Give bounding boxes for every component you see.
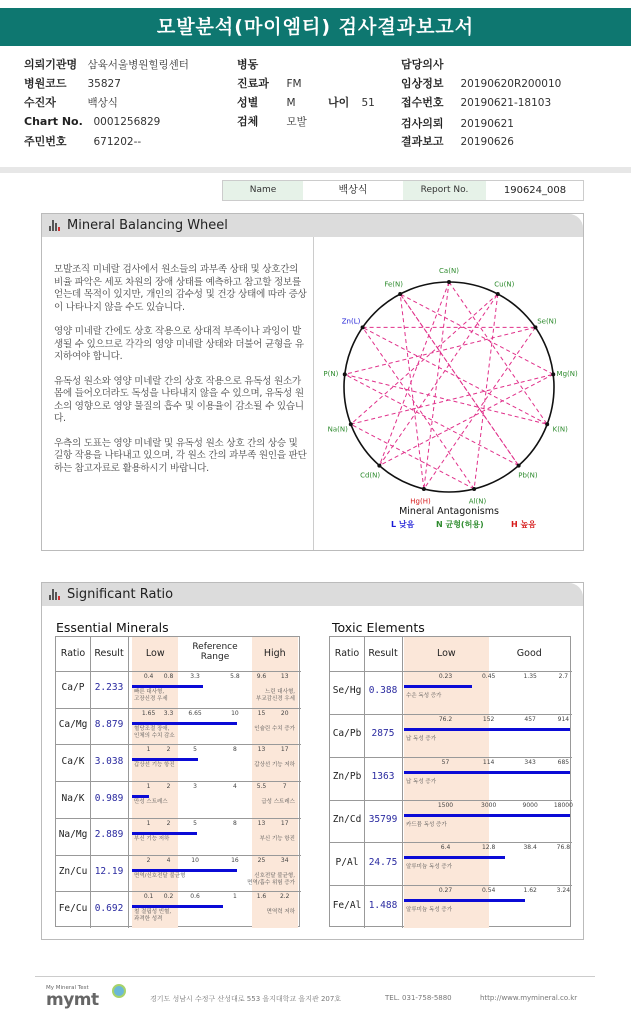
interpretation: 알루미늄 독성 증가 [406,907,453,914]
interpretation-low: 철 결핍성 빈혈, 과격한 성격 [134,909,172,923]
wheel-node-label: Cd(N) [360,471,381,480]
ratio-label: Se/Hg [332,685,362,697]
wheel-circle [341,282,554,492]
wheel-node [551,372,555,376]
wheel-node [398,292,402,296]
ratio-label: Na/K [61,792,85,804]
ratio-panel-title: Significant Ratio [42,583,583,606]
ratio-value: 1363 [371,771,395,783]
result-bar [132,758,198,761]
tick-label: 5 [193,819,197,827]
footer-url: http://www.mymineral.co.kr [480,994,578,1002]
tick-label: 6.65 [188,709,202,717]
interpretation-high: 느린 대사형, 부교감신경 우세 [256,689,295,702]
tick-label: 10 [231,709,239,717]
interpretation-high: 갑상선 기능 저하 [254,762,295,769]
tick-label: 1.65 [141,709,156,717]
tick-label: 5.8 [230,673,240,680]
tick-label: 34 [280,856,289,864]
result-header: Result [94,648,124,659]
antagonism-line [345,327,536,374]
row-rule [330,842,572,843]
result-bar [132,722,237,725]
tick-label: 8 [232,746,237,754]
hospital-code-field: 병원코드 35827 [24,77,121,90]
ward-field: 병동 [237,58,259,71]
tick-label: 2.7 [558,673,569,680]
wheel-node [533,325,537,329]
interpretation: 카드뮴 독성 증가 [406,821,447,828]
row-rule [56,855,301,856]
receipt-field: 접수번호 20190621-18103 [401,96,552,109]
result-bar [132,685,203,688]
sex-field: 성별 M [237,96,296,109]
tick-label: 3.3 [163,709,174,717]
ratio-value: 8.879 [94,719,124,731]
interpretation-low: 혈당조절 장애, 인체의 수치 감소 [134,725,175,739]
interpretation-low: 갑상선 기능 항진 [134,762,175,769]
ratio-value: 35799 [368,813,398,825]
tick-label: 12.8 [481,844,496,852]
result-bar [404,814,570,817]
chart-no-field: Chart No. 0001256829 [24,115,161,128]
ratio-label: Zn/Cd [332,813,362,825]
wheel-node [361,325,365,329]
row-rule [56,891,301,892]
ratio-label: P/Al [335,856,359,868]
tick-label: 914 [557,715,570,723]
tick-label: 2 [166,819,171,827]
tick-label: 1.62 [523,887,537,895]
tick-label: 8 [232,819,237,827]
row-rule [330,800,572,801]
low-header: Low [436,648,456,659]
wheel-node-label: Ca(N) [439,267,459,275]
bar-chart-icon [49,220,61,231]
wheel-node [517,464,521,468]
legend-normal: N 균형(허용) [436,520,484,529]
legend-low: L 낮음 [391,520,415,529]
wheel-node [422,487,426,491]
antagonism-line [351,374,553,424]
ratio-value: 2.889 [94,829,124,841]
rrn-field: 주민번호 671202-- [24,135,142,148]
antagonism-line [379,282,449,466]
wheel-node [496,292,500,296]
toxic-table [329,636,571,927]
footer-logo: mymt [46,990,99,1010]
interpretation-low: 부신 기능 저하 [134,835,170,842]
ratio-label: Na/Mg [58,829,88,841]
result-bar [404,899,525,902]
row-rule [56,818,301,819]
wheel-node-label: Se(N) [537,317,557,326]
tick-label: 0.8 [163,673,174,680]
bar-chart-icon [49,589,61,600]
intro-paragraph: 영양 미네랄 간에도 상호 작용으로 상대적 부족이나 과잉이 발생될 수 있으므로 각각의 영양 미네랄 상태와 더불어 균형을 유지하여야 합니다. [54,326,304,362]
footer-tel: TEL. 031-758-5880 [385,994,452,1002]
institution-field: 의뢰기관명 삼육서울병원힐링센터 [24,58,189,71]
tick-label: 0.45 [481,673,496,680]
interpretation-high: 신호전달 불균형, 면역/흡수 위험 증가 [247,872,295,886]
interpretation-high: 급성 스트레스 [261,799,295,806]
wheel-node-label: Mg(N) [556,369,578,378]
wheel-node [349,422,353,426]
ratio-value: 2.233 [94,682,124,694]
tick-label: 2 [166,746,171,754]
report-date-field: 결과보고 20190626 [401,135,514,148]
footer-line [35,976,595,977]
result-header: Result [368,648,398,659]
request-field: 검사의뢰 20190621 [401,117,514,130]
ratio-value: 0.692 [94,902,124,914]
tick-label: 38.4 [523,844,537,852]
intro-paragraph: 유독성 원소와 영양 미네랄 간의 상호 작용으로 유독성 원소가 몸에 들어오더라도 독성을 나타내지 않을 수 있으며, 유독성 원소의 영향으로 영양 물질의 흡수 및 이용율이 감소될 수 있습니다. [54,375,304,424]
ratio-label: Ca/Mg [58,719,88,731]
tick-label: 2 [166,783,171,791]
tick-label: 457 [524,715,536,723]
antagonism-line [363,327,548,424]
tick-label: 7 [282,783,287,791]
tick-label: 9000 [522,801,538,809]
intro-paragraph: 모발조직 미네랄 검사에서 원소들의 과부족 상태 및 상호간의 비율 파악은 세포 차원의 장애 상태를 예측하고 참고할 정보를 얻는데 목적이 있지만, 개인의 감수성 및 건강 상태에 따라 증상이 나타나지 않을 수도 있습니다. [54,264,307,313]
interpretation: 알루미늄 독성 증가 [406,864,453,871]
tick-label: 0.27 [438,887,453,895]
tick-label: 20 [280,709,289,717]
ratio-label: Ca/K [61,755,85,767]
header-rule [56,671,301,672]
tick-label: 1 [232,893,237,901]
ratio-value: 0.989 [94,792,124,804]
tick-label: 10 [191,856,199,864]
ratio-label: Zn/Cu [58,865,88,877]
tick-label: 3000 [481,801,497,809]
tick-label: 13 [280,673,289,680]
interpretation: 납 독성 증가 [406,778,437,785]
interpretation-low: 만성 스트레스 [134,799,168,806]
antagonism-line [345,374,547,424]
low-header: Low [145,648,165,659]
tick-label: 13 [257,819,266,827]
tick-label: 0.6 [190,893,200,901]
antagonism-line [345,374,519,465]
tick-label: 9.6 [256,673,267,680]
intro-text [54,264,309,487]
wheel-node [377,464,381,468]
tick-label: 76.2 [438,715,453,723]
column-rule [128,637,129,928]
interpretation: 납 독성 증가 [406,735,437,742]
ratio-value: 0.388 [368,685,398,697]
wheel-caption: Mineral Antagonisms [399,506,499,517]
ratio-value: 24.75 [368,856,398,868]
wheel-node [545,422,549,426]
wheel-node-label: Al(N) [468,497,487,506]
doctor-field: 담당의사 [401,58,444,71]
column-rule [90,637,91,928]
dept-field: 진료과 FM [237,77,302,90]
antagonism-line [379,374,553,465]
footer [0,976,631,1010]
tick-label: 1500 [437,801,454,809]
interpretation-high: 부신 기능 항진 [259,835,295,842]
interpretation: 수은 독성 증가 [406,693,442,699]
tick-label: 343 [524,758,536,766]
tick-label: 25 [257,856,266,864]
tick-label: 5 [193,746,197,754]
tick-label: 4 [232,783,237,791]
wheel-node-label: Na(N) [327,425,348,434]
row-rule [330,885,572,886]
tick-label: 6.4 [440,844,451,852]
interpretation-high: 면역력 저하 [266,909,295,916]
wheel-panel-title: Mineral Balancing Wheel [42,214,583,237]
wheel-panel [41,213,584,551]
name-box [222,180,584,201]
clinical-field: 임상정보 20190620R200010 [401,77,562,90]
age-field: 나이 51 [328,96,375,109]
row-rule [56,781,301,782]
ratio-label: Ca/Pb [332,728,362,740]
tick-label: 5.5 [256,783,267,791]
tick-label: 3.3 [190,673,200,680]
tick-label: 1.6 [256,893,267,901]
wheel-node [343,372,347,376]
name-value: 백상식 [338,185,368,196]
interpretation-low: 빠른 대사형, 고장신경 우세 [134,689,168,702]
tick-label: 3.24 [556,887,571,895]
intro-paragraph: 우측의 도표는 영양 미네랄 및 유독성 원소 상호 간의 상승 및 길항 작용을 나타내고 있으며, 각 원소 간의 과부족 원인을 판단하는 참고자료로 활용하시기 바랍니다. [54,437,307,474]
tick-label: 0.4 [143,673,154,680]
antagonism-line [379,294,497,466]
row-rule [56,744,301,745]
header-rule [330,671,572,672]
ratio-label: Zn/Pb [332,771,362,783]
wheel-node-label: Zn(L) [341,317,361,326]
wheel-node-label: Cu(N) [494,280,515,289]
interpretation-low: 면역/신호전달 불균형 [134,872,186,879]
tick-label: 0.1 [143,893,154,901]
mineral-wheel [314,237,584,550]
legend-high: H 높음 [511,520,536,529]
wheel-node-label: Hg(H) [410,497,431,506]
wheel-node-label: P(N) [323,369,339,378]
tick-label: 114 [482,758,495,766]
footer-tagline: My Mineral Test [46,985,89,991]
tick-label: 17 [280,819,289,827]
result-bar [404,856,505,859]
tick-label: 57 [441,758,450,766]
footer-address: 경기도 성남시 수정구 산성대로 553 을지대학교 을지관 207호 [150,995,342,1003]
wheel-node [447,280,451,284]
tick-label: 1.35 [523,673,537,680]
antagonism-line [424,282,449,489]
tick-label: 0.54 [481,887,496,895]
tick-label: 17 [280,746,289,754]
wheel-node [472,487,476,491]
result-bar [404,771,570,774]
tick-label: 15 [257,709,266,717]
tick-label: 76.8 [556,844,571,852]
tick-label: 4 [166,856,171,864]
tick-label: 18000 [553,801,573,809]
report-title: 모발분석(마이엠티) 검사결과보고서 [0,8,631,46]
ratio-value: 1.488 [368,899,398,911]
wheel-node-label: Pb(N) [518,471,538,480]
tick-label: 16 [231,856,239,864]
essential-title: Essential Minerals [56,620,169,635]
essential-table [55,636,300,927]
wheel-node-label: Fe(N) [384,280,404,289]
row-rule [330,714,572,715]
report-header [0,53,631,165]
antagonism-line [449,282,547,424]
ratio-header: Ratio [60,648,86,659]
tick-label: 685 [557,758,570,766]
ratio-label: Ca/P [61,682,85,694]
tick-label: 1 [146,746,151,754]
result-bar [404,685,472,688]
examinee-field: 수진자 백상식 [24,96,118,109]
row-rule [56,708,301,709]
toxic-title: Toxic Elements [332,620,425,635]
name-label: Name [223,181,303,200]
logo-circle-icon [112,984,126,998]
tick-label: 2 [146,856,151,864]
result-bar [404,728,570,731]
result-bar [132,869,237,872]
tick-label: 1 [146,819,151,827]
report-no-value: 190624_008 [503,185,567,196]
header-divider [0,167,631,173]
tick-label: 0.2 [163,893,174,901]
reference-header: Reference Range [192,642,238,662]
ratio-header: Ratio [334,648,360,659]
tick-label: 3 [193,783,197,791]
tick-label: 13 [257,746,266,754]
report-no-label: Report No. [403,181,486,200]
ratio-value: 2875 [371,728,395,740]
result-bar [132,905,223,908]
high-header: High [263,648,286,659]
tick-label: 2.2 [279,893,290,901]
ratio-panel [41,582,584,940]
ratio-label: Fe/Al [332,899,362,911]
ratio-value: 3.038 [94,755,124,767]
ratio-value: 12.19 [94,865,124,877]
result-bar [132,795,149,798]
ratio-label: Fe/Cu [58,902,88,914]
result-bar [132,832,197,835]
row-rule [330,757,572,758]
tick-label: 0.23 [438,673,453,680]
specimen-field: 검체 모발 [237,115,307,128]
tick-label: 1 [146,783,151,791]
good-header: Good [516,648,542,659]
tick-label: 152 [482,715,495,723]
wheel-node-label: K(N) [552,425,568,434]
interpretation-high: 인슐린 수치 증가 [254,725,295,732]
